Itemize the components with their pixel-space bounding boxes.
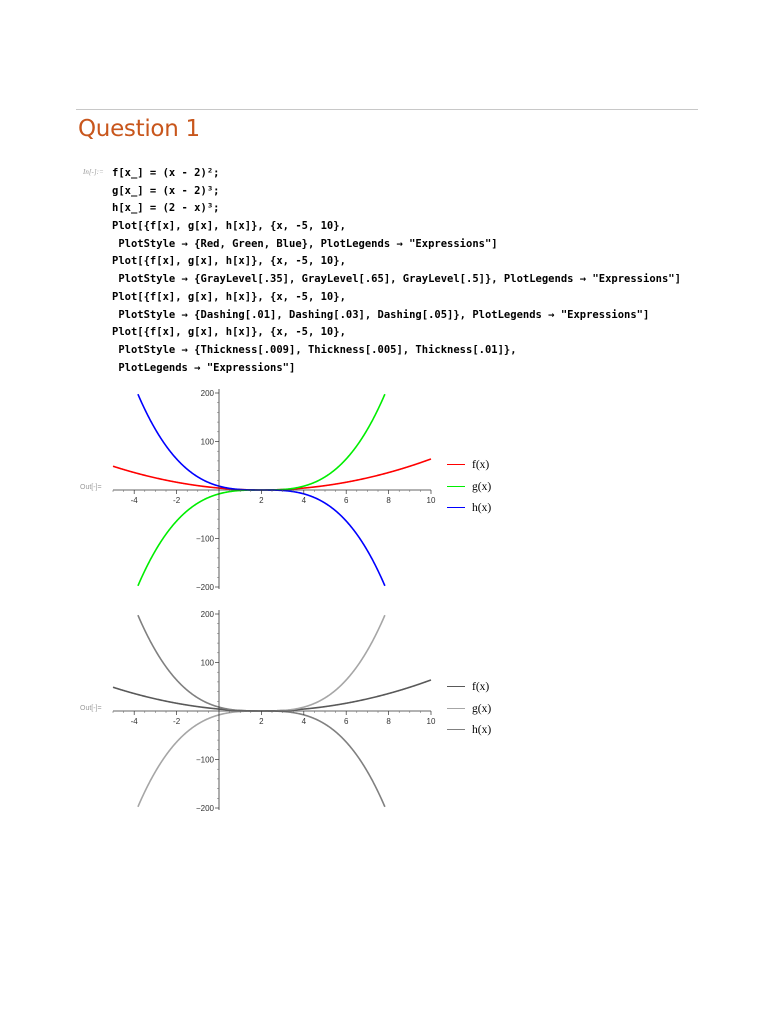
legend-swatch: [447, 686, 465, 687]
x-tick-label: 6: [343, 496, 349, 505]
y-tick-label: 100: [200, 658, 214, 668]
x-tick-label: 10: [426, 717, 436, 726]
legend-swatch: [447, 729, 465, 730]
legend-swatch: [447, 507, 465, 508]
x-tick-label: 4: [301, 717, 307, 726]
plot-colored-svg: [100, 388, 520, 593]
code-line: PlotStyle → {Thickness[.009], Thickness[.005], Thickness[.01]},: [112, 343, 517, 356]
code-line: PlotStyle → {GrayLevel[.35], GrayLevel[.65], GrayLevel[.5]}, PlotLegends → "Expressions"]: [112, 273, 681, 286]
y-tick-label: 200: [200, 610, 214, 619]
input-cell-label: In[-]:=: [83, 168, 104, 176]
x-tick-label: 6: [343, 717, 349, 726]
legend-label: g(x): [472, 702, 492, 715]
x-tick-label: 4: [301, 496, 307, 505]
legend-label: g(x): [472, 480, 492, 493]
section-title[interactable]: Question 1: [78, 116, 200, 142]
legend-label: f(x): [472, 681, 490, 693]
output-cell-label: Out[-]=: [80, 484, 102, 491]
code-line: g[x_] = (x - 2)³;: [112, 184, 220, 197]
y-tick-label: −100: [195, 534, 214, 544]
x-tick-label: -4: [130, 496, 138, 505]
legend-swatch: [447, 464, 465, 465]
legend-label: f(x): [472, 459, 490, 471]
x-tick-label: 2: [259, 496, 264, 505]
y-tick-label: 100: [200, 437, 214, 447]
code-line: Plot[{f[x], g[x], h[x]}, {x, -5, 10},: [112, 255, 346, 268]
y-tick-label: −100: [195, 755, 214, 765]
code-line: Plot[{f[x], g[x], h[x]}, {x, -5, 10},: [112, 290, 346, 303]
code-line: PlotStyle → {Dashing[.01], Dashing[.03], Dashing[.05]}, PlotLegends → "Expressions"]: [112, 308, 650, 321]
code-line: Plot[{f[x], g[x], h[x]}, {x, -5, 10},: [112, 220, 346, 233]
x-tick-label: -2: [173, 496, 181, 505]
code-line: PlotStyle → {Red, Green, Blue}, PlotLegends → "Expressions"]: [112, 237, 498, 250]
x-tick-label: -2: [173, 717, 181, 726]
x-tick-label: -4: [130, 717, 138, 726]
section-divider: [76, 109, 698, 110]
y-tick-label: −200: [195, 804, 214, 813]
input-cell[interactable]: [112, 165, 681, 377]
code-line: Plot[{f[x], g[x], h[x]}, {x, -5, 10},: [112, 326, 346, 339]
y-tick-label: −200: [195, 583, 214, 592]
plot-gray[interactable]: [100, 609, 520, 813]
y-tick-label: 200: [200, 389, 214, 398]
code-line: h[x_] = (2 - x)³;: [112, 202, 220, 215]
series-line-1: [113, 680, 431, 711]
legend-swatch: [447, 708, 465, 709]
series-line-1: [113, 459, 431, 490]
x-tick-label: 8: [386, 717, 391, 726]
legend-label: h(x): [472, 502, 492, 514]
x-tick-label: 2: [259, 717, 264, 726]
code-line: f[x_] = (x - 2)²;: [112, 167, 220, 179]
legend-label: h(x): [472, 724, 492, 736]
x-tick-label: 8: [386, 496, 391, 505]
plot-gray-svg: [100, 609, 520, 814]
legend-swatch: [447, 486, 465, 487]
code-line: PlotLegends → "Expressions"]: [112, 361, 296, 374]
plot-colored[interactable]: [100, 388, 520, 592]
x-tick-label: 10: [426, 496, 436, 505]
output-cell-label: Out[-]=: [80, 705, 102, 712]
